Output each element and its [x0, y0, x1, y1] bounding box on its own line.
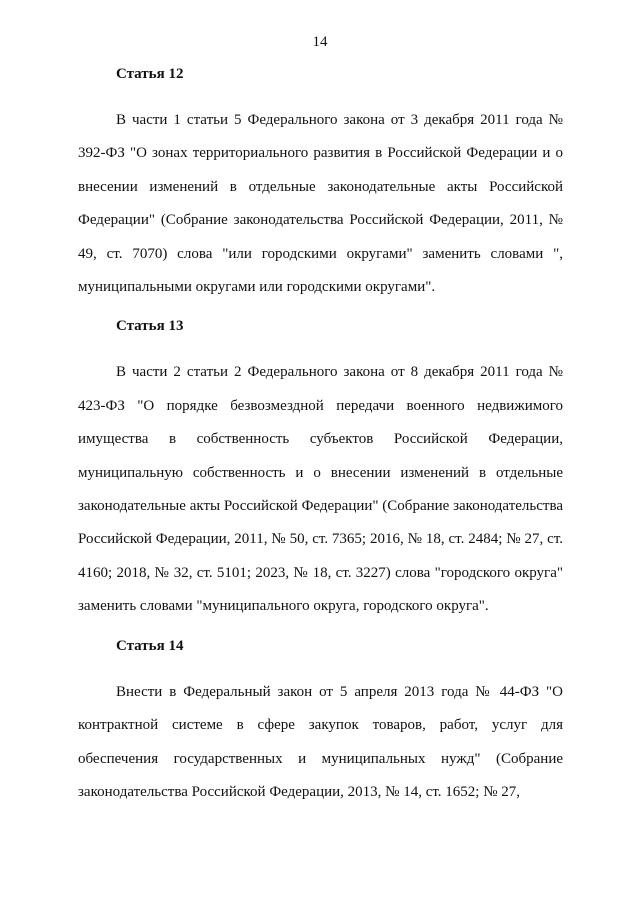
article-heading: Статья 13	[116, 318, 184, 335]
article-heading: Статья 12	[116, 66, 184, 82]
article-13	[78, 316, 563, 623]
article-14	[78, 636, 563, 810]
article-paragraph: В части 1 статьи 5 Федерального закона от 3 декабря 2011 года № 392-ФЗ "О зонах территориального развития в Российской Федерации и о внесении изменений в отдельные законодательные акты Российской Федерации" (Собрание законодательства Российской Федерации, 2011, № 49, ст. 7070) слова "или городскими округами" заменить словами ", муниципальными округами или городскими округами".	[78, 112, 563, 296]
article-paragraph: Внести в Федеральный закон от 5 апреля 2013 года № 44-ФЗ "О контрактной системе в сфере закупок товаров, работ, услуг для обеспечения государственных и муниципальных нужд" (Собрание законодательства Российской Федерации, 2013, № 14, ст. 1652; № 27,	[78, 683, 563, 800]
article-12	[78, 64, 563, 304]
article-paragraph: В части 2 статьи 2 Федерального закона от 8 декабря 2011 года № 423-ФЗ "О порядке безвозмездной передачи военного недвижимого имущества в собственность субъектов Российской Федерации, муниципальную собственность и о внесении изменений в отдельные законодательные акты Российской Федерации" (Собрание законодательства Российской Федерации, 2011, № 50, ст. 7365; 2016, № 18, ст. 2484; № 27, ст. 4160; 2018, № 32, ст. 5101; 2023, № 18, ст. 3227) слова "городского округа" заменить словами "муниципального округа, городского округа".	[78, 364, 563, 615]
page-number: 14	[312, 34, 328, 50]
document-body	[78, 64, 563, 809]
article-heading: Статья 14	[116, 637, 184, 654]
